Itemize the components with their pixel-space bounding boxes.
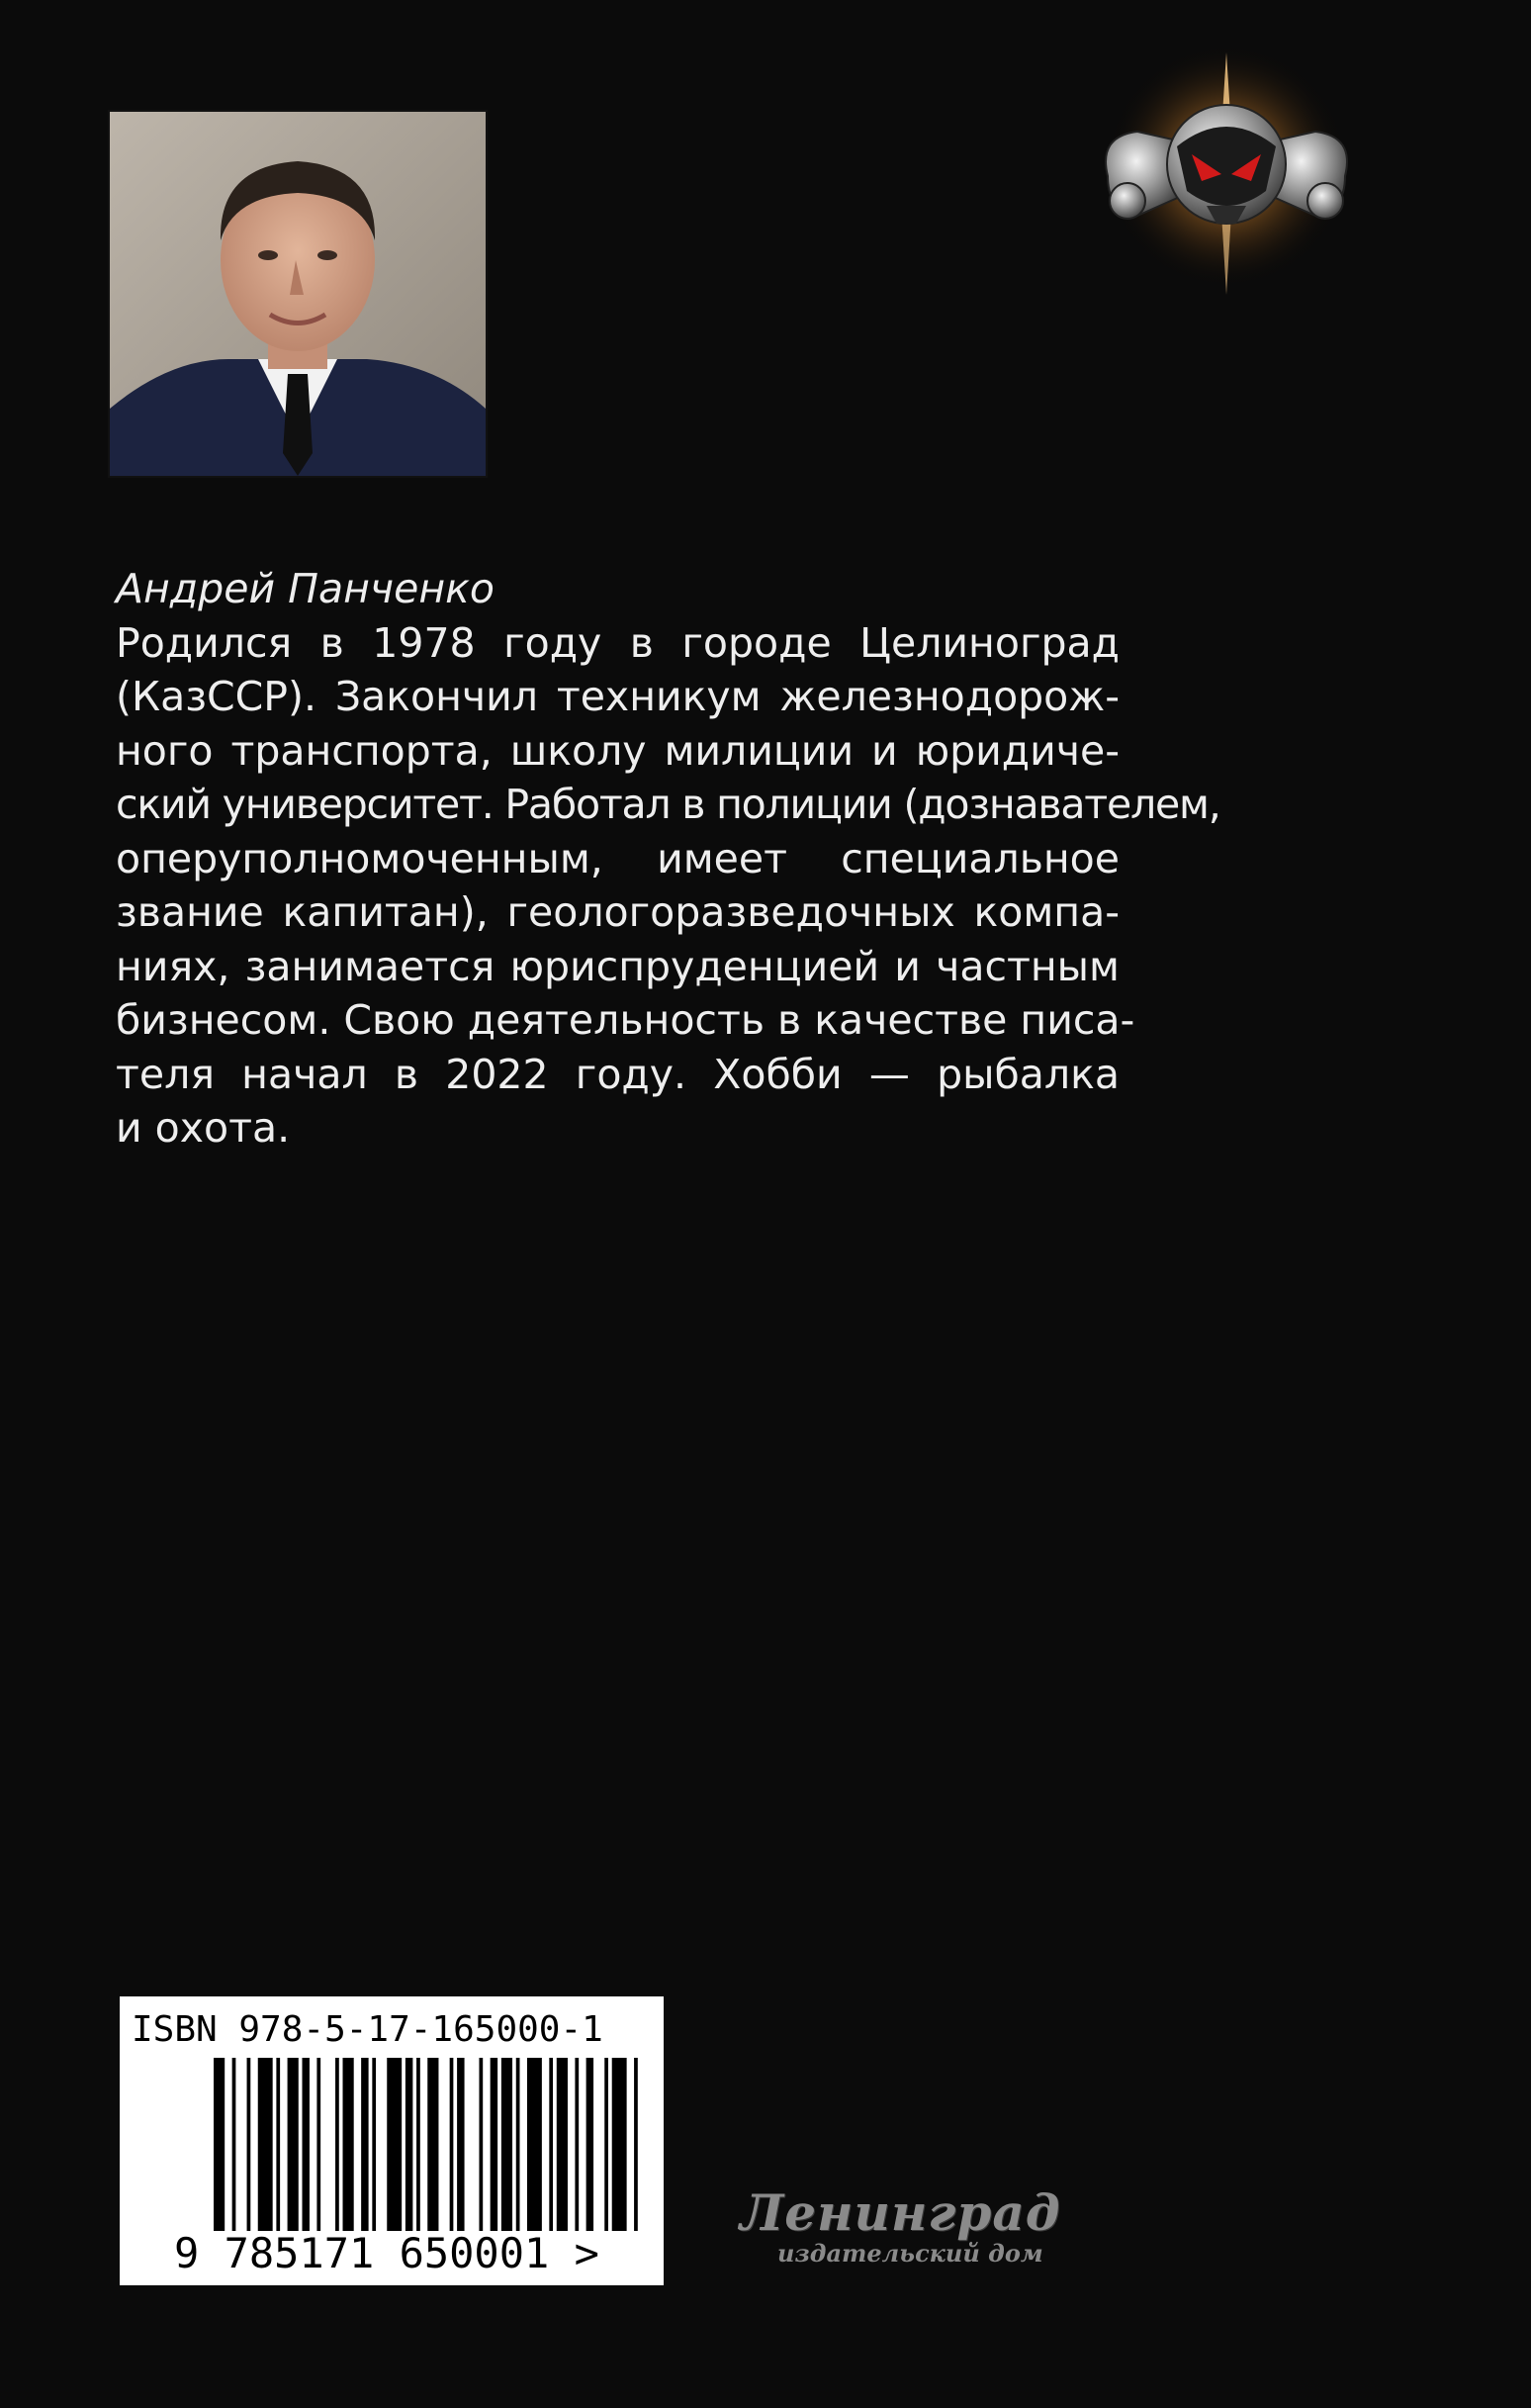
series-emblem — [1088, 47, 1365, 305]
barcode-bar — [586, 2058, 593, 2231]
barcode-bars — [214, 2058, 649, 2231]
author-bio — [116, 562, 1220, 1156]
robot-skull-emblem-icon — [1088, 47, 1365, 305]
barcode-bar — [604, 2058, 608, 2231]
bio-line: ский университет. Работал в полиции (дознавателем, — [116, 781, 1220, 828]
barcode-bar — [427, 2058, 438, 2231]
publisher-logo — [740, 2183, 1135, 2292]
barcode-bar — [343, 2058, 354, 2231]
barcode-bar — [247, 2058, 251, 2231]
bio-line: бизнесом. Свою деятельность в качестве писа- — [116, 996, 1135, 1044]
author-portrait-icon — [110, 112, 486, 476]
barcode-bar — [549, 2058, 553, 2231]
barcode-bar — [516, 2058, 520, 2231]
bio-line: теля начал в 2022 году. Хобби — рыбалка — [116, 1050, 1120, 1098]
bio-line: Родился в 1978 году в городе Целиноград — [116, 618, 1120, 667]
barcode-bar — [612, 2058, 627, 2231]
publisher-name: Ленинград — [740, 2183, 1061, 2242]
barcode-bar — [232, 2058, 236, 2231]
bio-line: ниях, занимается юриспруденцией и частным — [116, 942, 1120, 990]
barcode-bar — [575, 2058, 579, 2231]
barcode-bar — [527, 2058, 542, 2231]
barcode-bar — [405, 2058, 412, 2231]
bio-line: и охота. — [116, 1104, 291, 1152]
bio-line: звание капитан), геологоразведочных компа- — [116, 888, 1120, 936]
bio-line: ного транспорта, школу милиции и юридиче- — [116, 726, 1120, 775]
barcode-bar — [450, 2058, 454, 2231]
bio-line: оперуполномоченным, имеет специальное — [116, 834, 1120, 882]
barcode-bar — [372, 2058, 376, 2231]
barcode-bar — [302, 2058, 309, 2231]
barcode-bar — [416, 2058, 420, 2231]
publisher-subtitle: издательский дом — [777, 2239, 1043, 2268]
author-photo — [110, 112, 486, 476]
isbn-label: ISBN 978-5-17-165000-1 — [132, 2009, 603, 2050]
barcode-bar — [479, 2058, 483, 2231]
barcode-bar — [557, 2058, 568, 2231]
barcode-bar — [214, 2058, 225, 2231]
barcode-bar — [335, 2058, 339, 2231]
bio-line: (КазССР). Закончил техникум железнодорож- — [116, 673, 1120, 720]
barcode-bar — [491, 2058, 497, 2231]
barcode-icon — [214, 2058, 649, 2231]
isbn-barcode-block — [120, 1996, 664, 2285]
barcode-bar — [501, 2058, 512, 2231]
barcode-bar — [288, 2058, 299, 2231]
barcode-bar — [316, 2058, 320, 2231]
barcode-bar — [276, 2058, 280, 2231]
barcode-bar — [361, 2058, 368, 2231]
author-name: Андрей Панченко — [116, 565, 495, 612]
barcode-bar — [258, 2058, 273, 2231]
barcode-digits: 9 785171 650001 > — [174, 2229, 599, 2277]
barcode-bar — [457, 2058, 464, 2231]
barcode-bar — [634, 2058, 638, 2231]
barcode-bar — [387, 2058, 402, 2231]
